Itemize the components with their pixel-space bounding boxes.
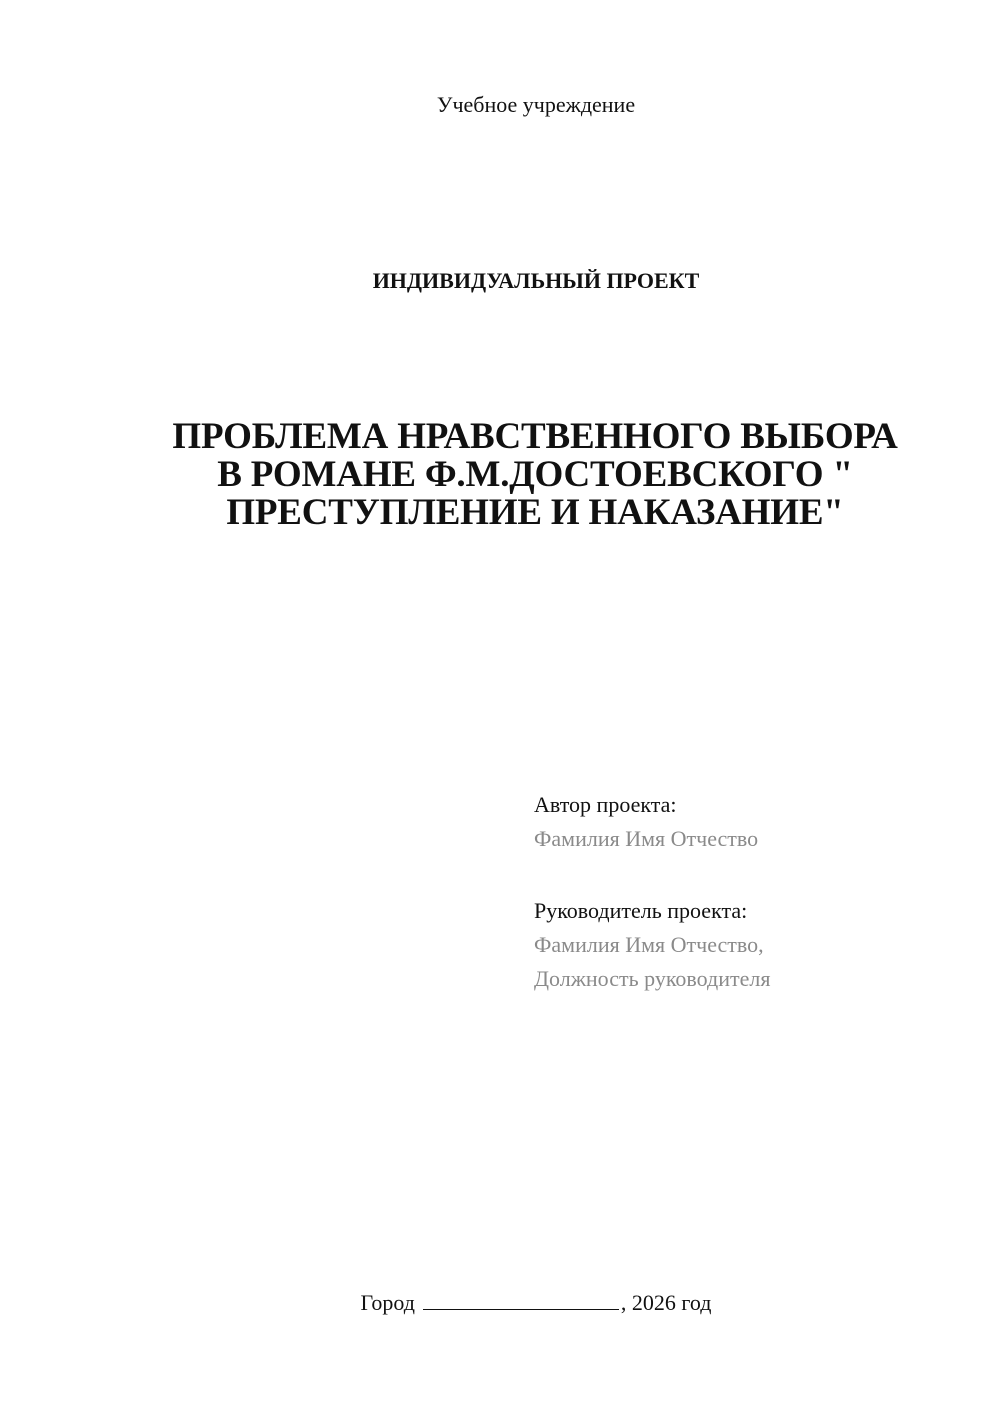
supervisor-block <box>534 894 974 996</box>
author-name: Фамилия Имя Отчество <box>534 826 759 851</box>
project-type-heading: ИНДИВИДУАЛЬНЫЙ ПРОЕКТ <box>372 268 700 293</box>
author-label: Автор проекта: <box>534 792 677 817</box>
title-line-3: ПРЕСТУПЛЕНИЕ И НАКАЗАНИЕ" <box>226 492 844 533</box>
author-block <box>534 788 974 856</box>
supervisor-position: Должность руководителя <box>534 966 771 991</box>
city-label: Город <box>360 1290 415 1315</box>
supervisor-name: Фамилия Имя Отчество, <box>534 932 764 957</box>
footer-city-year <box>0 1290 1000 1316</box>
supervisor-label: Руководитель проекта: <box>534 898 748 923</box>
title-line-2: В РОМАНЕ Ф.М.ДОСТОЕВСКОГО " <box>217 454 853 495</box>
year-text: , 2026 год <box>620 1290 712 1315</box>
title-line-1: ПРОБЛЕМА НРАВСТВЕННОГО ВЫБОРА <box>172 416 898 457</box>
city-blank-line <box>423 1291 619 1310</box>
institution-name: Учебное учреждение <box>436 92 636 117</box>
project-title <box>130 418 940 532</box>
